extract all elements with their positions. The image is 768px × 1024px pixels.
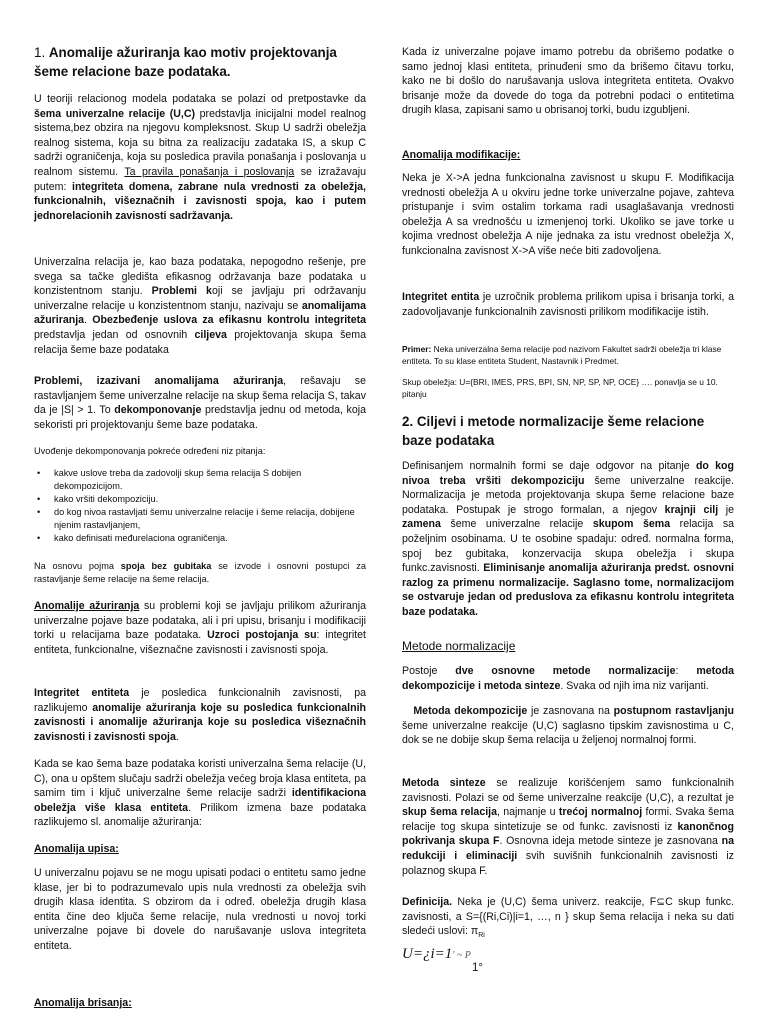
paragraph-uvodjenje: Uvođenje dekomponovanja pokreće određeni niz pitanja: (34, 446, 266, 456)
bullet-icon: • (37, 468, 41, 478)
paragraph-problemi: Problemi, izazivani anomalijama ažuriranja, rešavaju se rastavljanjem šeme univerzalne relacije na skup šema relacija S, takav da je |S| > 1. To dekomponovanje predstavlja jednu od metoda, koja sekoristi pri projektovanju šeme baze podataka. (34, 375, 366, 431)
question-list (34, 467, 366, 545)
paragraph-anomalija-modifikacije: Neka je X->A jedna funkcionalna zavisnost u skupu F. Modifikacija vrednosti obeležja A u okviru jedne torke univerzalne pojave, zahteva pristupanje i svim ostalim torkama radi usaglašavanja vrednosti obeležja A sa vrednošću u izmenjenoj torki. Ukoliko se jave torke u kojima vrednost obeležja A nije jednaka za istu vrednost obeležja X, funkcionalna zavisnost X->A više neće biti zadovoljena. (402, 172, 734, 257)
heading-anomalija-upisa: Anomalija upisa: (34, 843, 119, 855)
section-2-title (402, 412, 734, 450)
heading-anomalija-modifikacije: Anomalija modifikacije: (402, 149, 521, 161)
page-number: 1° (472, 962, 483, 974)
heading-metode-normalizacije: Metode normalizacije (402, 639, 516, 653)
paragraph-univerzalna-sema: Kada se kao šema baze podataka koristi univerzalna šema relacije (U, C), ona u opštem slučaju sadrži obeležja većeg broja klasa entiteta, pa samim tim i ključ univerzalne šeme relacije sadrži identifikaciona obeležja više klasa entiteta. Prilikom izmena baze podataka razlikujemo sl. anomalije ažuriranja: (34, 758, 366, 829)
list-item: • do kog nivoa rastavljati šemu univerzalne relacije i šeme relacija, dobijene njenim rastavljanjem, (37, 507, 355, 530)
section-1-title (34, 43, 366, 81)
paragraph-univerzalna-relacija: Univerzalna relacija je, kao baza podataka, nepogodno rešenje, pre svega sa tačke gledišta efikasnog održavanja baze podataka u konzistentnom stanju. Problemi koji se javljaju pri održavanju univerzalne relacije u konzistentnom stanju, nazivaju se anomalijama ažuriranja. Obezbeđenje uslova za efikasnu kontrolu integriteta predstavlja jedan od osnovnih ciljeva projektovanja skupa šema relacija šeme baze podataka (34, 256, 366, 356)
paragraph-anomalija-upisa: U univerzalnu pojavu se ne mogu upisati podaci o entitetu samo jedne klase, jer bi to podrazumevalo upis nula vrednosti za obeležja svih drugih klasa identita. S obzirom da i određ. obeležja drugih klasa entita čine deo ključa šeme relacije, nula vrednosti u novoj torki univerzalne pojave bi dovele do narušavanje uslova integriteta entiteta. (34, 867, 366, 952)
paragraph-definicija: Definicija. Neka je (U,C) šema univerz. reakcije, F⊆C skup funkc. zavisnosti, a S={(Ri,Ci)|i=1, …, n } skup šema relacija i neka su dati sledeći uslovi: $\pi_{Ri}$ (402, 896, 734, 940)
paragraph-integritet-entiteta: Integritet entiteta je posledica funkcionalnih zavisnosti, pa razlikujemo anomalije ažuriranja koje su posledica funkcionalnih zavisnosti i anomalije ažuriranja koje su posledica višeznačnih zavisnosti i zavisnosti spoja. (34, 687, 366, 743)
list-item: • kakve uslove treba da zadovolji skup šema relacija S dobijen dekompozicijom. (37, 468, 302, 491)
paragraph-metoda-dekompozicije: Metoda dekompozicije je zasnovana na postupnom rastavljanju šeme univerzalne reakcije (U,C) saglasno tipskim zavisnostima u C, dok se ne dobije skup šema relacija u željenoj normalnoj formi. (402, 705, 734, 747)
paragraph-relacioni-model: U teoriji relacionog modela podataka se polazi od pretpostavke da šema univerzalne relacije (U,C) predstavlja inicijalni model realnog sistema,bez obzira na njegovu kompleksnost. Skup U sadrži obeležja realnog sistema, koja su bitna za realizaciju zadataka IS, a skup C sadrži ograničenja, koja su posledica pravila ponašanja i poslovanja u realnom sistemu. Ta pravila ponašanja i poslovanja se izražavaju putem: integriteta domena, zabrane nula vrednosti za obeležja, funkcionalnih, višeznačnih i zavisnosti spoja, kao i putem jednorelacionih zavisnosti sadržavanja. (34, 93, 367, 222)
bullet-icon: • (37, 533, 41, 543)
formula-tail: ' ~ P (452, 950, 471, 961)
formula (402, 945, 602, 963)
bullet-icon: • (37, 507, 41, 517)
section-2-heading: 2. Ciljevi i metode normalizacije šeme relacione baze podataka (402, 414, 705, 448)
section-1-number: 1. (34, 45, 49, 60)
paragraph-normalne-forme: Definisanjem normalnih formi se daje odgovor na pitanje do kog nivoa treba vršiti dekompoziciju šeme univerzalne reakcije. Normalizacija je metoda projektovanja skupa šeme relacione baze podataka. Postupak je strogo formalan, a njegov krajnji cilj je zamena šeme univerzalne relacije skupom šema relacija sa poželjnim osobinama. U te osobine spadaju: određ. normalna forma, spoj bez gubitaka, konzervacija skupa obeležja i skupa funkc.zavisnosti. Eliminisanje anomalija ažuriranja predst. osnovni razlog za primenu normalizacije. Saglasno tome, normalizacijom se ostvaruje jedan od preduslova za efikasnu kontrolu integriteta baze podataka. (402, 460, 735, 618)
paragraph-integritet-entita: Integritet entita je uzročnik problema prilikom upisa i brisanja torki, a zadovoljavanje funkcionalnih zavisnosti prilikom modifikacije istih. (402, 291, 734, 318)
heading-anomalija-brisanja: Anomalija brisanja: (34, 997, 132, 1009)
list-item: • kako vršiti dekompoziciju. (37, 494, 159, 504)
section-1-heading: Anomalije ažuriranja kao motiv projektovanja šeme relacione baze podataka. (34, 45, 337, 79)
formula-text: U=¿i=1 (402, 946, 453, 962)
paragraph-spoj-bez-gubitaka: Na osnovu pojma spoja bez gubitaka se izvode i osnovni postupci za rastavljanje šeme relacije na šeme relacija. (34, 561, 366, 584)
paragraph-anomalija-brisanja: Kada iz univerzalne pojave imamo potrebu da obrišemo podatke o samo jednoj klasi entiteta, prinuđeni smo da brišemo čitavu torku, kako ne bi došlo do narušavanja uslova integriteta entiteta. Ovakvo brisanje može da dovede do toga da potrebni podaci o entitetima drugih klasa, zapisani samo u obrisanoj torki, budu izgubljeni. (402, 46, 734, 117)
paragraph-primer: Primer: Neka univerzalna šema relacije pod nazivom Fakultet sadrži obeležja tri klase entiteta. To su klase entiteta Student, Nastavnik i Predmet. (402, 344, 722, 366)
paragraph-skup-obelezja: Skup obeležja: U={BRI, IMES, PRS, BPI, SN, NP, SP, NP, OCE} …. ponavlja se u 10. pitanju (402, 377, 718, 399)
paragraph-anomalije-azuriranja: Anomalije ažuriranja su problemi koji se javljaju prilikom ažuriranja univerzalne pojave baze podataka, ali i pri upisu, brisanju i modifikaciji torki u relacijama baze podataka. Uzroci postojanja su: integritet entiteta, funkcionalne, višeznačne zavisnosti i zavisnosti spoja. (34, 600, 366, 656)
list-item: • kako definisati međurelaciona ograničenja. (37, 533, 228, 543)
paragraph-dve-metode: Postoje dve osnovne metode normalizacije: metoda dekompozicije i metoda sinteze. Svaka od njih ima niz varijanti. (402, 665, 734, 692)
paragraph-metoda-sinteze: Metoda sinteze se realizuje korišćenjem samo funkcionalnih zavisnosti. Polazi se od šeme univerzalne reakcije (U,C), a rezultat je skup šema relacija, najmanje u trećoj normalnoj formi. Svaka šema relacije tog skupa sintetizuje se od funkc. zavisnosti iz kanončnog pokrivanja skupa F. Osnovna ideja metode sinteze je zasnovana na redukciji i eliminaciji svih suvišnih funkcionalnih zavisnosti iz polaznog skupa F. (402, 777, 735, 877)
bullet-icon: • (37, 494, 41, 504)
